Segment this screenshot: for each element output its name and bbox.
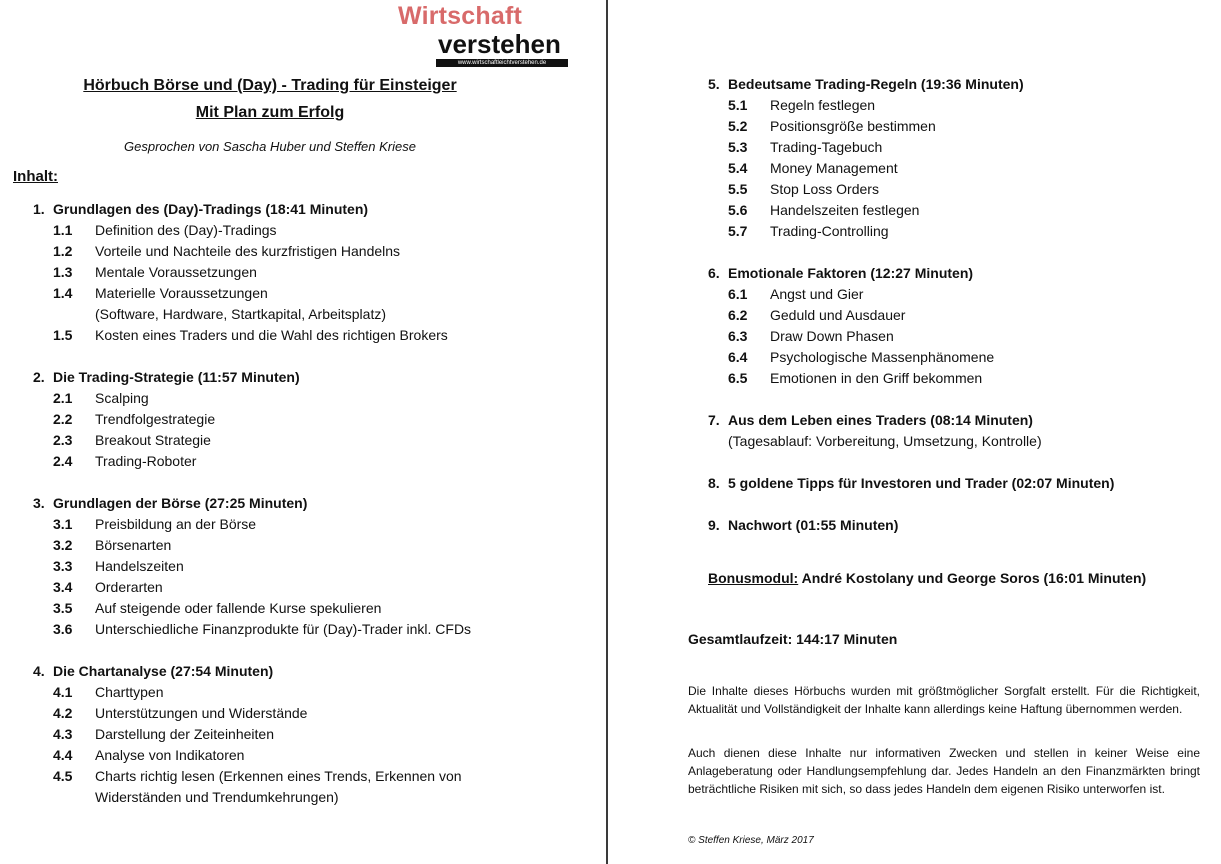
toc-subsection — [33, 262, 593, 283]
subsection-title: Psychologische Massenphänomene — [770, 349, 995, 365]
chapter-number: 4. — [33, 663, 45, 679]
toc-subsection — [33, 787, 593, 808]
toc-subsection — [33, 556, 593, 577]
subsection-number: 1.5 — [53, 327, 73, 343]
subsection-title: Scalping — [95, 390, 149, 406]
subsection-title: (Software, Hardware, Startkapital, Arbeitsplatz) — [95, 306, 387, 322]
subsection-title: Unterstützungen und Widerstände — [95, 705, 308, 721]
subsection-title: Definition des (Day)-Tradings — [95, 222, 277, 238]
subsection-title: Breakout Strategie — [95, 432, 211, 448]
subsection-number: 3.1 — [53, 516, 73, 532]
subsection-number: 5.4 — [728, 160, 748, 176]
subsection-title: Darstellung der Zeiteinheiten — [95, 726, 274, 742]
copyright: © Steffen Kriese, März 2017 — [688, 835, 814, 846]
subsection-title: Regeln festlegen — [770, 97, 876, 113]
chapter-title: 5 goldene Tipps für Investoren und Trader (02:07 Minuten) — [728, 475, 1115, 491]
subsection-title: Handelszeiten festlegen — [770, 202, 920, 218]
subsection-title: Stop Loss Orders — [770, 181, 879, 197]
contents-heading: Inhalt: — [13, 168, 58, 185]
subsection-number: 3.5 — [53, 600, 73, 616]
chapter-heading — [33, 367, 593, 388]
chapter-note: (Tagesablauf: Vorbereitung, Umsetzung, Kontrolle) — [728, 433, 1042, 449]
chapter-heading — [708, 263, 1208, 284]
subsection-number: 1.1 — [53, 222, 73, 238]
toc-subsection — [33, 451, 593, 472]
toc-subsection — [33, 514, 593, 535]
subsection-number: 1.2 — [53, 243, 73, 259]
subsection-number: 4.2 — [53, 705, 73, 721]
chapter-heading — [33, 661, 593, 682]
toc-subsection — [708, 137, 1208, 158]
chapter-heading — [708, 74, 1208, 95]
subsection-number: 3.2 — [53, 537, 73, 553]
total-runtime: Gesamtlaufzeit: 144:17 Minuten — [688, 631, 898, 647]
chapter-heading — [708, 410, 1208, 431]
subsection-title: Trendfolgestrategie — [95, 411, 216, 427]
subsection-title: Orderarten — [95, 579, 163, 595]
subsection-title: Kosten eines Traders und die Wahl des richtigen Brokers — [95, 327, 448, 343]
bonus-label: Bonusmodul: — [708, 570, 799, 586]
chapter-title: Die Chartanalyse (27:54 Minuten) — [53, 663, 274, 679]
page-title: Hörbuch Börse und (Day) - Trading für Einsteiger — [83, 77, 457, 94]
subsection-number: 5.5 — [728, 181, 748, 197]
toc-subsection — [33, 409, 593, 430]
chapter-number: 8. — [708, 475, 720, 491]
subsection-number: 5.6 — [728, 202, 748, 218]
subsection-number: 2.2 — [53, 411, 73, 427]
subsection-title: Draw Down Phasen — [770, 328, 894, 344]
toc-chapter — [33, 199, 593, 346]
subsection-number: 5.7 — [728, 223, 748, 239]
chapter-number: 6. — [708, 265, 720, 281]
logo-text-bottom: verstehen — [438, 29, 561, 59]
subsection-title: Auf steigende oder fallende Kurse spekulieren — [95, 600, 382, 616]
subsection-number — [33, 304, 95, 325]
subsection-title: Positionsgröße bestimmen — [770, 118, 936, 134]
disclaimer-paragraph: Auch dienen diese Inhalte nur informativen Zwecken und stellen in keiner Weise eine Anlageberatung oder Handlungsempfehlung dar. Jedes Handeln an den Finanzmärkten bringt beträchtliche Risiken mit sich, so dass jedes Handeln dem eigenen Risiko unterworfen ist. — [688, 746, 1200, 796]
bonus-text: André Kostolany und George Soros (16:01 Minuten) — [798, 570, 1147, 586]
toc-chapter — [708, 74, 1208, 242]
subsection-number: 5.2 — [728, 118, 748, 134]
subsection-number: 6.3 — [728, 328, 748, 344]
toc-subsection — [33, 220, 593, 241]
chapter-title: Grundlagen des (Day)-Tradings (18:41 Minuten) — [53, 201, 369, 217]
subsection-number: 2.1 — [53, 390, 73, 406]
toc-subsection — [708, 179, 1208, 200]
chapter-title: Nachwort (01:55 Minuten) — [728, 517, 899, 533]
subsection-number: 4.3 — [53, 726, 73, 742]
subsection-number: 3.4 — [53, 579, 73, 595]
toc-subsection — [708, 221, 1208, 242]
toc-subsection — [708, 200, 1208, 221]
toc-subsection — [33, 745, 593, 766]
chapter-number: 2. — [33, 369, 45, 385]
toc-chapter — [33, 367, 593, 472]
toc-right-column — [708, 74, 1208, 557]
toc-subsection — [33, 577, 593, 598]
toc-chapter — [708, 473, 1208, 494]
logo-url: www.wirtschaftleichtverstehen.de — [436, 59, 568, 67]
toc-chapter — [708, 410, 1208, 452]
toc-chapter — [708, 515, 1208, 536]
subsection-number: 1.3 — [53, 264, 73, 280]
disclaimer-paragraph: Die Inhalte dieses Hörbuchs wurden mit größtmöglicher Sorgfalt erstellt. Für die Richtigkeit, Aktualität und Vollständigkeit der Inhalte kann allerdings keine Haftung übernommen werden. — [688, 684, 1200, 716]
toc-chapter — [33, 661, 593, 808]
toc-subsection — [708, 95, 1208, 116]
subsection-title: Analyse von Indikatoren — [95, 747, 245, 763]
subsection-number — [33, 787, 95, 808]
toc-subsection — [33, 724, 593, 745]
chapter-heading — [33, 493, 593, 514]
subsection-title: Vorteile und Nachteile des kurzfristigen Handelns — [95, 243, 401, 259]
toc-subsection — [33, 325, 593, 346]
chapter-heading — [708, 515, 1208, 536]
chapter-number: 9. — [708, 517, 720, 533]
subsection-number: 4.4 — [53, 747, 73, 763]
subsection-number: 5.3 — [728, 139, 748, 155]
subsection-title: Trading-Controlling — [770, 223, 889, 239]
toc-subsection — [33, 619, 593, 640]
subsection-number: 2.4 — [53, 453, 73, 469]
toc-subsection — [33, 283, 593, 304]
toc-subsection — [708, 284, 1208, 305]
toc-subsection — [708, 326, 1208, 347]
chapter-number: 3. — [33, 495, 45, 511]
chapter-heading — [708, 473, 1208, 494]
toc-left-column — [33, 199, 593, 829]
subsection-number: 4.5 — [53, 768, 73, 784]
subsection-title: Emotionen in den Griff bekommen — [770, 370, 983, 386]
subsection-number: 3.6 — [53, 621, 73, 637]
subsection-title: Handelszeiten — [95, 558, 184, 574]
toc-subsection — [708, 368, 1208, 389]
subsection-title: Money Management — [770, 160, 898, 176]
chapter-heading — [33, 199, 593, 220]
subsection-number: 6.2 — [728, 307, 748, 323]
subsection-number: 6.1 — [728, 286, 748, 302]
toc-subsection — [33, 304, 593, 325]
toc-subsection — [33, 430, 593, 451]
toc-chapter — [708, 263, 1208, 389]
toc-chapter — [33, 493, 593, 640]
toc-subsection — [33, 241, 593, 262]
toc-subsection — [33, 388, 593, 409]
chapter-number: 1. — [33, 201, 45, 217]
toc-subsection — [33, 766, 593, 787]
subsection-number: 6.4 — [728, 349, 748, 365]
subsection-number: 2.3 — [53, 432, 73, 448]
subsection-number: 3.3 — [53, 558, 73, 574]
subsection-number: 1.4 — [53, 285, 73, 301]
toc-subsection — [708, 305, 1208, 326]
toc-subsection — [708, 158, 1208, 179]
bonus-module — [708, 570, 1146, 586]
subsection-title: Charttypen — [95, 684, 164, 700]
chapter-title: Bedeutsame Trading-Regeln (19:36 Minuten) — [728, 76, 1024, 92]
chapter-title: Grundlagen der Börse (27:25 Minuten) — [53, 495, 308, 511]
subsection-title: Trading-Tagebuch — [770, 139, 883, 155]
toc-subsection — [708, 116, 1208, 137]
column-divider — [606, 0, 608, 864]
speakers: Gesprochen von Sascha Huber und Steffen Kriese — [124, 139, 416, 154]
toc-subsection — [33, 682, 593, 703]
subsection-title: Unterschiedliche Finanzprodukte für (Day)-Trader inkl. CFDs — [95, 621, 472, 637]
subsection-title: Widerständen und Trendumkehrungen) — [95, 789, 339, 805]
chapter-number: 5. — [708, 76, 720, 92]
subsection-title: Geduld und Ausdauer — [770, 307, 906, 323]
subsection-title: Börsenarten — [95, 537, 172, 553]
chapter-title: Emotionale Faktoren (12:27 Minuten) — [728, 265, 974, 281]
subsection-title: Trading-Roboter — [95, 453, 197, 469]
toc-subsection — [708, 347, 1208, 368]
subsection-number: 5.1 — [728, 97, 748, 113]
subsection-number: 4.1 — [53, 684, 73, 700]
subsection-title: Mentale Voraussetzungen — [95, 264, 257, 280]
logo-text-top: Wirtschaft — [398, 2, 523, 30]
chapter-number: 7. — [708, 412, 720, 428]
subsection-title: Materielle Voraussetzungen — [95, 285, 268, 301]
chapter-title: Die Trading-Strategie (11:57 Minuten) — [53, 369, 300, 385]
toc-subsection — [33, 535, 593, 556]
page-subtitle: Mit Plan zum Erfolg — [195, 104, 345, 121]
chapter-title: Aus dem Leben eines Traders (08:14 Minuten) — [728, 412, 1033, 428]
logo — [396, 2, 576, 70]
subsection-title: Angst und Gier — [770, 286, 864, 302]
toc-subsection — [33, 598, 593, 619]
subsection-number: 6.5 — [728, 370, 748, 386]
subsection-title: Preisbildung an der Börse — [95, 516, 257, 532]
toc-subsection — [33, 703, 593, 724]
subsection-title: Charts richtig lesen (Erkennen eines Trends, Erkennen von — [95, 768, 462, 784]
